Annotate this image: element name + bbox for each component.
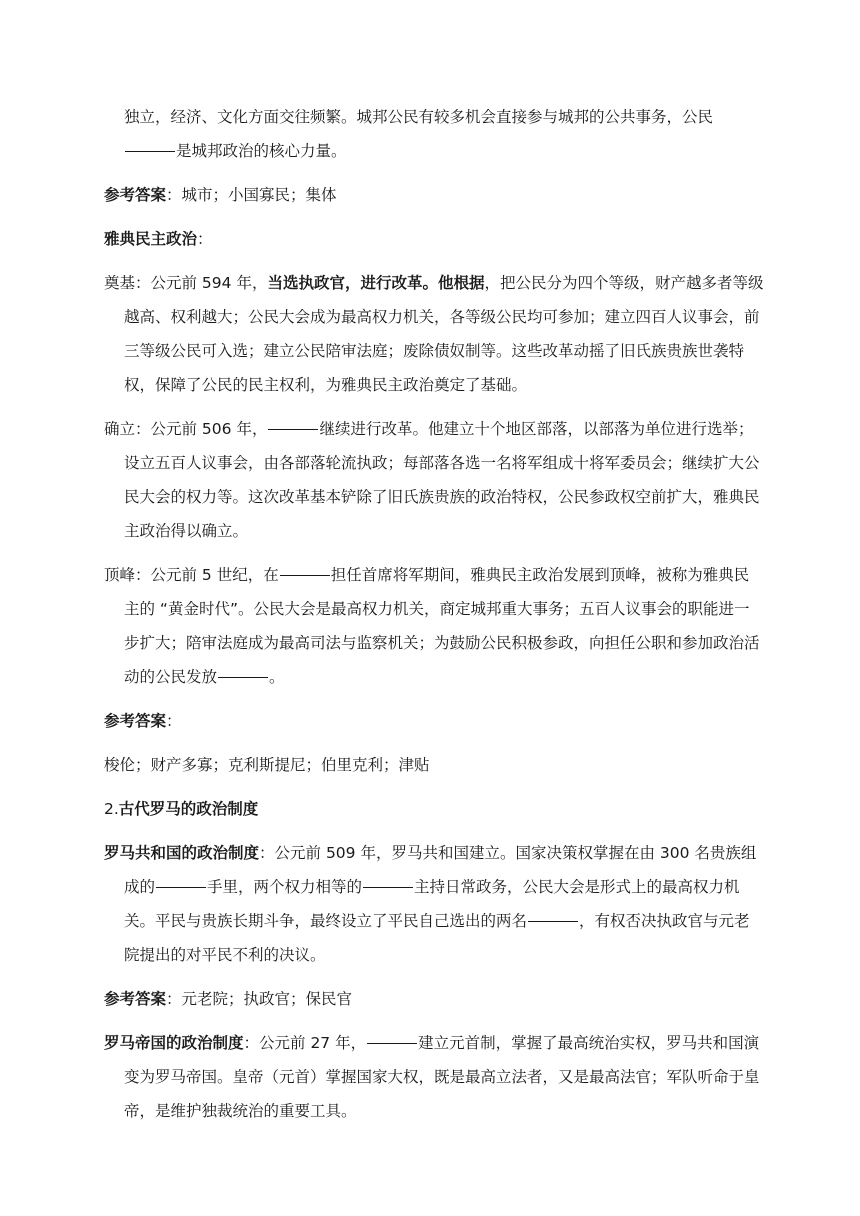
text: 建立元首制，掌握了最高统治实权，罗马共和国演变为罗马帝国。皇帝（元首）掌握国家大权，既是最高立法者，又是最高法官；军队听命于皇帝，是维护独裁统治的重要工具。 [124,1034,760,1120]
text: 主持日常政务，公民大会是形式上的最高权力机关。平民与贵族长期斗争，最终设立了平民自己选出的两名 [124,878,740,930]
fill-blank[interactable] [363,886,413,888]
fill-blank[interactable] [268,428,318,430]
bold-label: 罗马共和国的政治制度 [104,844,260,862]
bold-label: 罗马帝国的政治制度 [104,1034,244,1052]
answer-2 [104,748,764,782]
fill-blank[interactable] [125,150,175,152]
answer-label: 参考答案 [104,712,167,730]
answer-label: 参考答案 [104,990,167,1008]
text: 继续进行改革。他建立十个地区部落，以部落为单位进行选举；设立五百人议事会，由各部落轮流执政；每部落各选一名将军组成十将军委员会；继续扩大公民大会的权力等。这次改革基本铲除了旧氏族贵族的政治特权，公民参政权空前扩大，雅典民主政治得以确立。 [124,420,760,540]
fill-blank[interactable] [156,886,206,888]
colon: ： [166,186,182,204]
text: ，把公民分为四个等级，财产越多者等级越高、权利越大；公民大会成为最高权力机关，各等级公民均可参加；建立四百人议事会，前三等级公民可入选；建立公民陪审法庭；废除债奴制等。这些改革动摇了旧氏族贵族世袭特权，保障了公民的民主权利，为雅典民主政治奠定了基础。 [124,274,764,394]
paragraph-city-state [104,100,764,168]
colon: ： [166,990,182,1008]
fill-blank[interactable] [528,920,578,922]
colon: ： [166,712,182,730]
section-heading: 雅典民主政治 [104,230,198,248]
fill-blank[interactable] [280,574,330,576]
answer-3 [104,982,764,1016]
text: 独立，经济、文化方面交往频繁。城邦公民有较多机会直接参与城邦的公共事务，公民 [124,108,714,126]
bold-text: 当选执政官，进行改革。他根据 [267,274,485,292]
text: 手里，两个权力相等的 [207,878,363,896]
section-heading: 古代罗马的政治制度 [118,800,259,818]
paragraph-peak [104,558,764,694]
fill-blank[interactable] [218,676,268,678]
paragraph-foundation [104,266,764,402]
text: 。 [269,668,285,686]
heading-rome [104,792,764,826]
paragraph-empire [104,1026,764,1128]
paragraph-establishment [104,412,764,548]
heading-athens [104,222,764,256]
text: 担任首席将军期间，雅典民主政治发展到顶峰，被称为雅典民主的 “黄金时代”。公民大会是最高权力机关，商定城邦重大事务；五百人议事会的职能进一步扩大；陪审法庭成为最高司法与监察机关；为鼓励公民积极参政，向担任公职和参加政治活动的公民发放 [124,566,760,686]
answer-text: 元老院；执政官；保民官 [181,990,353,1008]
answer-text: 梭伦；财产多寡；克利斯提尼；伯里克利；津贴 [104,756,430,774]
fill-blank[interactable] [367,1042,417,1044]
text: 是城邦政治的核心力量。 [176,142,347,160]
answer-2-label [104,704,764,738]
text: 确立：公元前 506 年， [104,420,268,438]
text: ：公元前 509 年，罗马共和国建立。国家决策权掌握在由 300 名贵族组成的 [124,844,757,896]
answer-1 [104,178,764,212]
answer-label: 参考答案 [104,186,167,204]
text: 顶峰：公元前 5 世纪，在 [104,566,279,584]
answer-text: 城市；小国寡民；集体 [181,186,337,204]
paragraph-republic [104,836,764,972]
colon: ： [197,230,213,248]
section-number: 2. [104,800,119,818]
text: ：公元前 27 年， [243,1034,367,1052]
document-page [104,100,764,1138]
text: ，有权否决执政官与元老院提出的对平民不利的决议。 [124,912,750,964]
text: 奠基：公元前 594 年， [104,274,268,292]
